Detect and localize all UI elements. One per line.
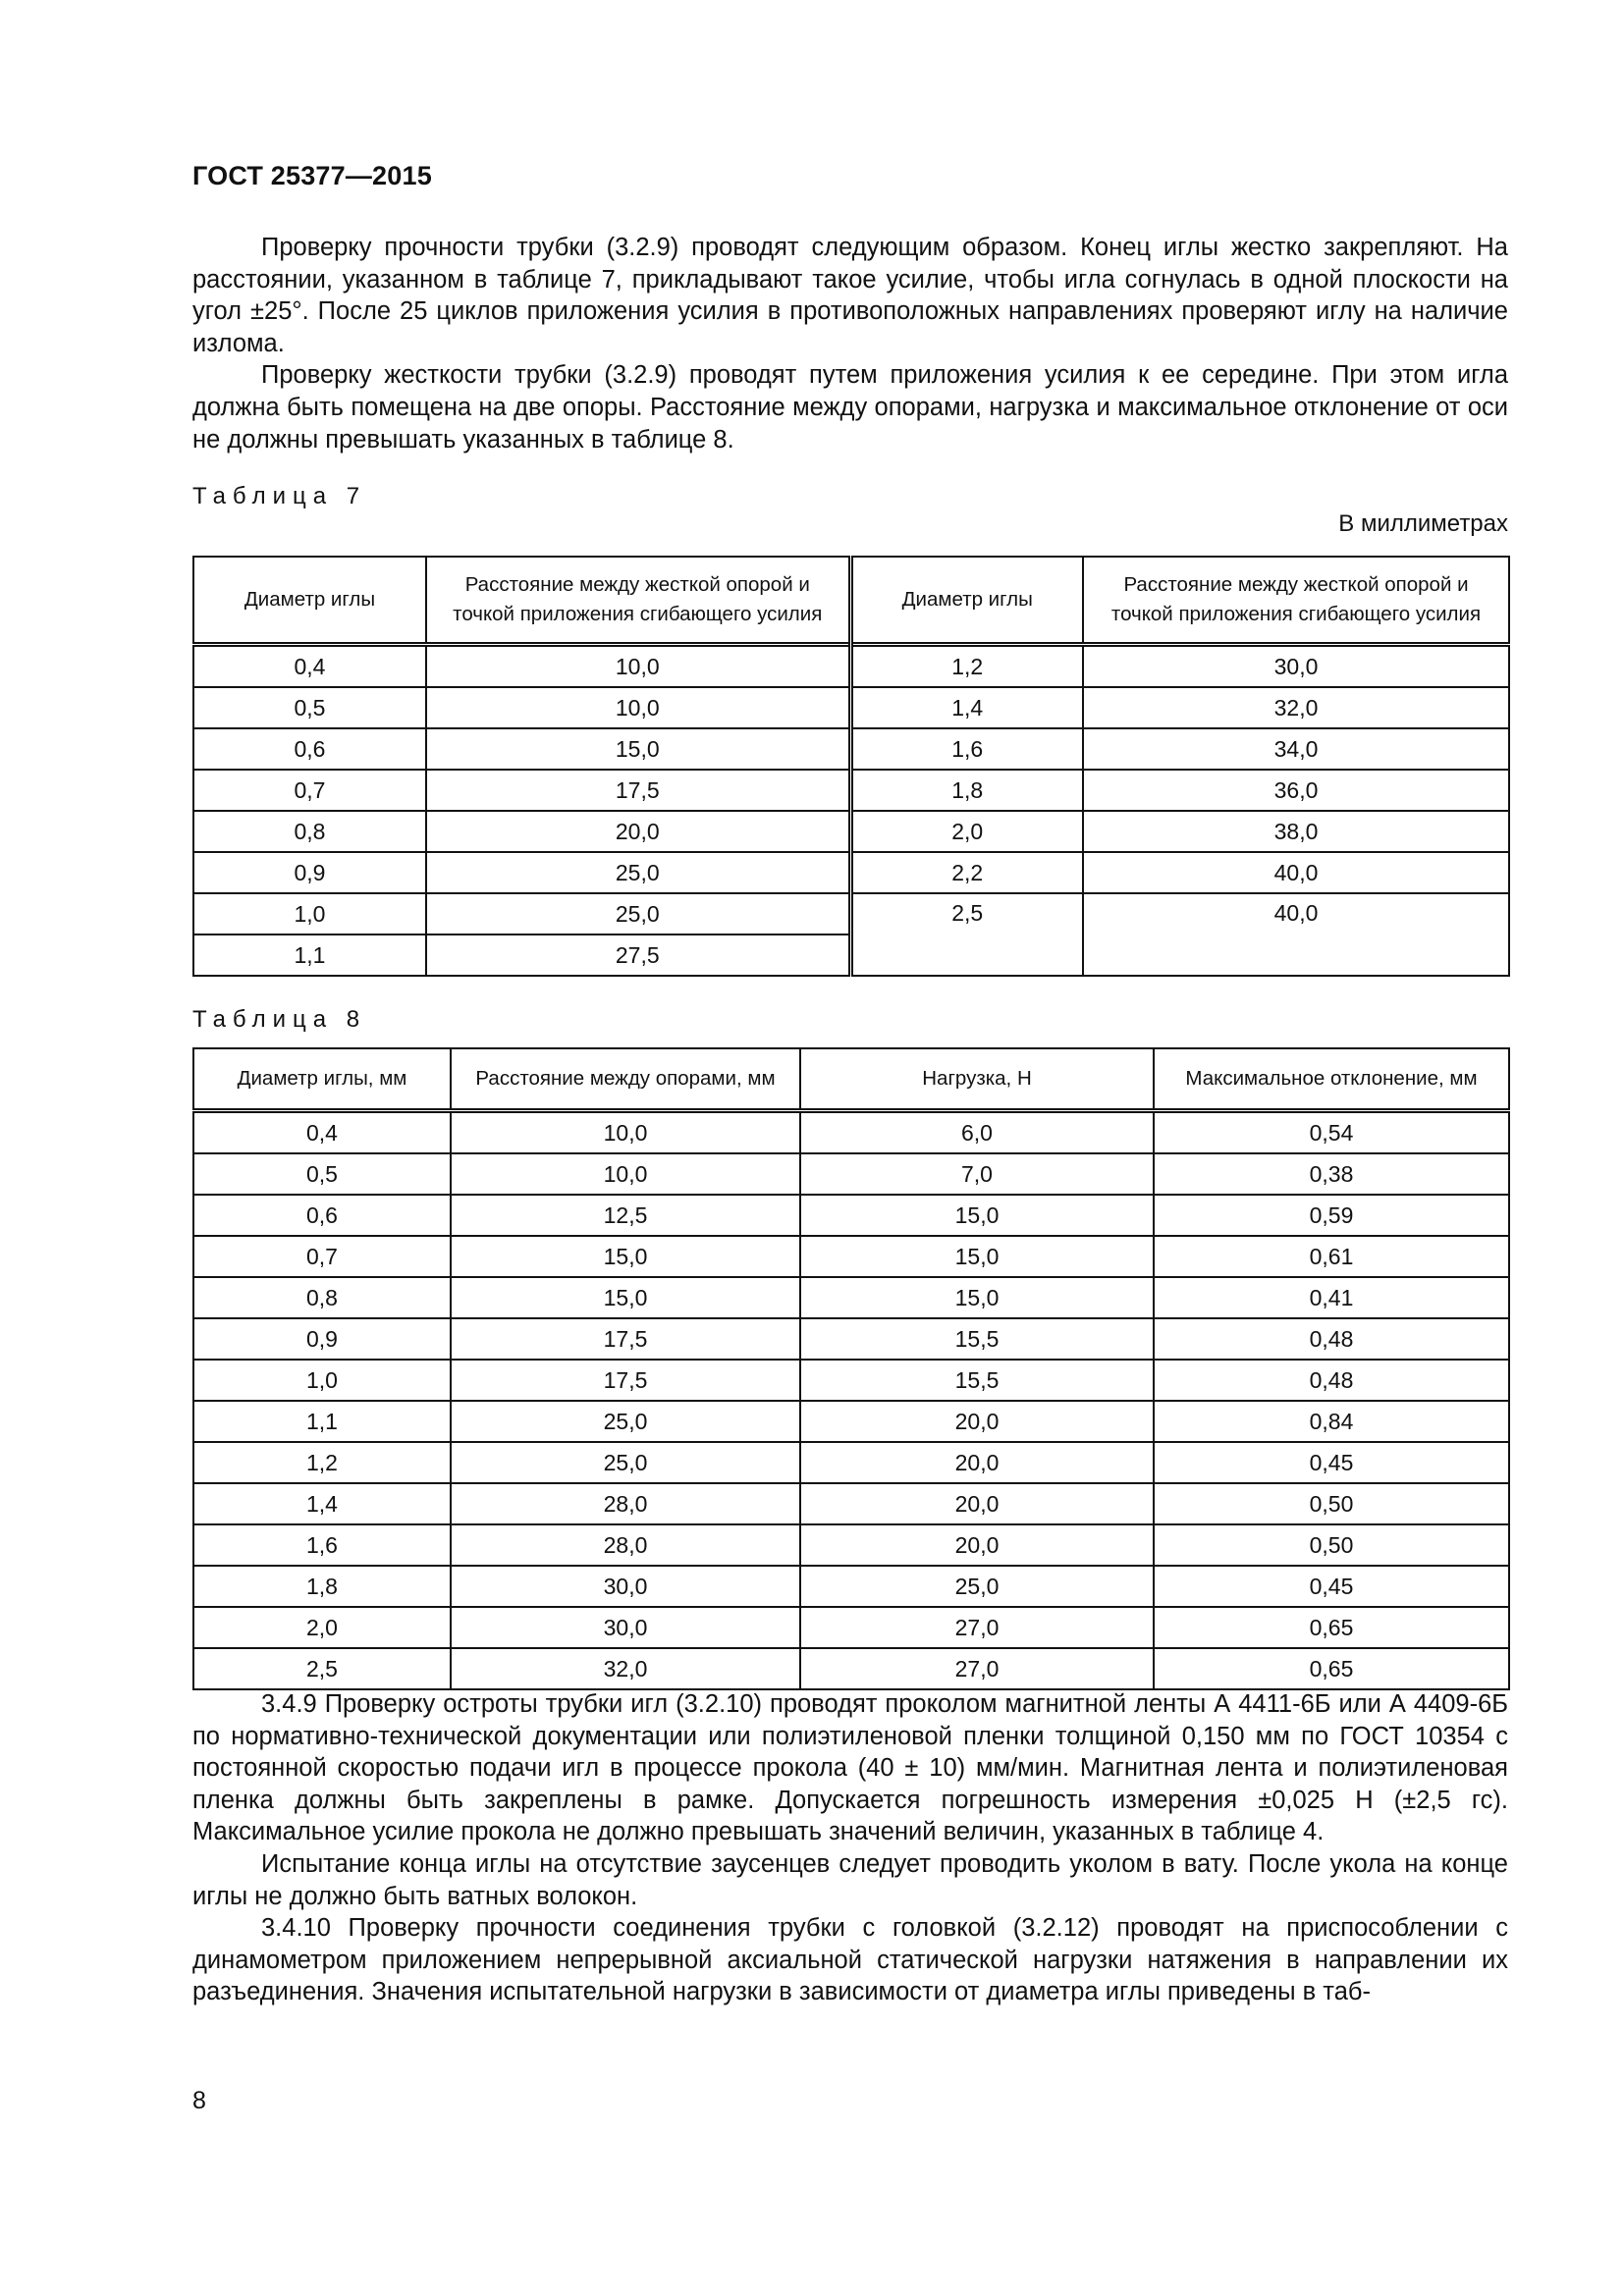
table-row: [193, 1360, 1509, 1401]
table-row: [193, 1318, 1509, 1360]
table-cell: 0,41: [1154, 1277, 1509, 1318]
table-cell: 30,0: [451, 1566, 800, 1607]
table-cell: 15,0: [451, 1236, 800, 1277]
table-cell: 0,65: [1154, 1648, 1509, 1689]
table-row: [193, 893, 1509, 934]
table-cell: 0,4: [193, 645, 426, 688]
table-row: [193, 1483, 1509, 1524]
table-cell: 25,0: [451, 1401, 800, 1442]
table-row: [193, 770, 1509, 811]
table-row: [193, 1236, 1509, 1277]
table-cell: 12,5: [451, 1195, 800, 1236]
table-cell: 1,1: [193, 934, 426, 976]
table-row: [193, 687, 1509, 728]
table-cell: 2,5: [193, 1648, 451, 1689]
table-cell: 1,8: [850, 770, 1083, 811]
table-cell: 1,2: [193, 1442, 451, 1483]
table-row: [193, 1111, 1509, 1154]
table-cell: 15,0: [426, 728, 850, 770]
table-row: [193, 1277, 1509, 1318]
table-cell: 0,38: [1154, 1153, 1509, 1195]
column-header: Диаметр иглы: [850, 557, 1083, 645]
table-cell: 15,5: [800, 1360, 1154, 1401]
table-cell: 1,8: [193, 1566, 451, 1607]
table-row: [193, 1153, 1509, 1195]
table-cell: 0,48: [1154, 1360, 1509, 1401]
table-cell: 2,0: [850, 811, 1083, 852]
table-cell: 2,2: [850, 852, 1083, 893]
table-cell: 20,0: [800, 1483, 1154, 1524]
table-row: [193, 1566, 1509, 1607]
table-cell: 0,8: [193, 811, 426, 852]
table-header-row: [193, 1048, 1509, 1111]
table-cell: 0,6: [193, 728, 426, 770]
table-cell: 0,50: [1154, 1524, 1509, 1566]
table-cell: 40,0: [1083, 852, 1509, 893]
table-cell: 0,5: [193, 1153, 451, 1195]
table8: [192, 1047, 1510, 1690]
table7-units: В миллиметрах: [1338, 510, 1508, 537]
paragraph: Испытание конца иглы на отсутствие заусенцев следует проводить уколом в вату. После укола на конце иглы не должно быть ватных волокон.: [192, 1849, 1508, 1910]
table-cell: 0,7: [193, 1236, 451, 1277]
table-cell: 7,0: [800, 1153, 1154, 1195]
table-cell: 28,0: [451, 1483, 800, 1524]
column-header: Максимальное отклонение, мм: [1154, 1048, 1509, 1111]
table-cell: 1,0: [193, 1360, 451, 1401]
table-cell: 40,0: [1083, 893, 1509, 976]
table-cell: 20,0: [800, 1442, 1154, 1483]
table-cell: 2,5: [850, 893, 1083, 976]
table-cell: 32,0: [1083, 687, 1509, 728]
column-header-text: Расстояние между жесткой опорой и точкой приложения сгибающего усилия: [1110, 573, 1482, 625]
paragraph: 3.4.9 Проверку остроты трубки игл (3.2.10) проводят проколом магнитной ленты А 4411-6Б или А 4409-6Б по нормативно-технической документации или полиэтиленовой пленки толщиной 0,150 мм по ГОСТ 10354 с постоянной скоростью подачи игл в процессе прокола (40 ± 10) мм/мин. Магнитная лента и полиэтиленовая пленка должны быть закреплены в рамке. Допускается погрешность измерения ±0,025 Н (±2,5 гс). Максимальное усилие прокола не должно превышать значений величин, указанных в таблице 4.: [192, 1690, 1508, 1846]
table-cell: 30,0: [451, 1607, 800, 1648]
column-header: Диаметр иглы: [193, 557, 426, 645]
table-cell: 15,0: [800, 1236, 1154, 1277]
table-cell: 0,59: [1154, 1195, 1509, 1236]
table-cell: 17,5: [451, 1318, 800, 1360]
intro-text: [192, 232, 1508, 455]
table-row: [193, 728, 1509, 770]
table-cell: 0,65: [1154, 1607, 1509, 1648]
column-header: Нагрузка, Н: [800, 1048, 1154, 1111]
table-row: [193, 1524, 1509, 1566]
table-cell: 27,5: [426, 934, 850, 976]
table-row: [193, 1442, 1509, 1483]
table-cell: 32,0: [451, 1648, 800, 1689]
paragraph: Проверку жесткости трубки (3.2.9) проводят путем приложения усилия к ее середине. При этом игла должна быть помещена на две опоры. Расстояние между опорами, нагрузка и максимальное отклонение от оси не должны превышать указанных в таблице 8.: [192, 361, 1508, 454]
column-header: [426, 557, 850, 645]
table-cell: 36,0: [1083, 770, 1509, 811]
table-cell: 1,1: [193, 1401, 451, 1442]
table-cell: 10,0: [426, 687, 850, 728]
table-cell: 17,5: [426, 770, 850, 811]
table-cell: 0,61: [1154, 1236, 1509, 1277]
table-row: [193, 811, 1509, 852]
table-cell: 15,0: [451, 1277, 800, 1318]
table-cell: 6,0: [800, 1111, 1154, 1154]
paragraph: 3.4.10 Проверку прочности соединения трубки с головкой (3.2.12) проводят на приспособлении с динамометром приложением непрерывной аксиальной статической нагрузки натяжения в направлении их разъединения. Значения испытательной нагрузки в зависимости от диаметра иглы приведены в таб-: [192, 1914, 1508, 2006]
table-row: [193, 1607, 1509, 1648]
table7-caption: Таблица 7: [192, 483, 367, 509]
table-header-row: [193, 557, 1509, 645]
table-cell: 0,9: [193, 1318, 451, 1360]
table-cell: 30,0: [1083, 645, 1509, 688]
table-cell: 34,0: [1083, 728, 1509, 770]
table-cell: 25,0: [426, 893, 850, 934]
table-cell: 25,0: [426, 852, 850, 893]
table-cell: 27,0: [800, 1607, 1154, 1648]
table-cell: 10,0: [451, 1153, 800, 1195]
table-cell: 1,6: [850, 728, 1083, 770]
table-cell: 20,0: [800, 1524, 1154, 1566]
table-row: [193, 1401, 1509, 1442]
table-cell: 1,4: [850, 687, 1083, 728]
column-header: Расстояние между опорами, мм: [451, 1048, 800, 1111]
table-cell: 1,2: [850, 645, 1083, 688]
table-row: [193, 852, 1509, 893]
table-cell: 25,0: [800, 1566, 1154, 1607]
table-cell: 0,84: [1154, 1401, 1509, 1442]
column-header: Диаметр иглы, мм: [193, 1048, 451, 1111]
table-cell: 0,8: [193, 1277, 451, 1318]
table-cell: 0,45: [1154, 1442, 1509, 1483]
page-number: 8: [192, 2087, 206, 2114]
table-cell: 1,4: [193, 1483, 451, 1524]
table7: [192, 556, 1510, 977]
table-cell: 15,0: [800, 1277, 1154, 1318]
table-cell: 25,0: [451, 1442, 800, 1483]
table-cell: 0,48: [1154, 1318, 1509, 1360]
paragraph: Проверку прочности трубки (3.2.9) проводят следующим образом. Конец иглы жестко закрепляют. На расстоянии, указанном в таблице 7, прикладывают такое усилие, чтобы игла согнулась в одной плоскости на угол ±25°. После 25 циклов приложения усилия в противоположных направлениях проверяют иглу на наличие излома.: [192, 234, 1508, 357]
table-cell: 2,0: [193, 1607, 451, 1648]
column-header-text: Расстояние между жесткой опорой и точкой приложения сгибающего усилия: [453, 573, 823, 625]
outro-text: [192, 1688, 1508, 2008]
table-cell: 0,5: [193, 687, 426, 728]
table-row: [193, 645, 1509, 688]
table-cell: 17,5: [451, 1360, 800, 1401]
column-header: [1083, 557, 1509, 645]
table-cell: 0,54: [1154, 1111, 1509, 1154]
table-cell: 38,0: [1083, 811, 1509, 852]
table-cell: 1,0: [193, 893, 426, 934]
table-cell: 27,0: [800, 1648, 1154, 1689]
table-cell: 0,50: [1154, 1483, 1509, 1524]
table-cell: 20,0: [800, 1401, 1154, 1442]
table-row: [193, 1648, 1509, 1689]
table-cell: 10,0: [451, 1111, 800, 1154]
table-cell: 0,7: [193, 770, 426, 811]
table-cell: 0,9: [193, 852, 426, 893]
table-row: [193, 1195, 1509, 1236]
table-cell: 0,45: [1154, 1566, 1509, 1607]
table-cell: 28,0: [451, 1524, 800, 1566]
table-cell: 20,0: [426, 811, 850, 852]
table-cell: 15,0: [800, 1195, 1154, 1236]
table8-body: [193, 1111, 1509, 1690]
table-cell: 0,6: [193, 1195, 451, 1236]
document-header: ГОСТ 25377—2015: [192, 161, 432, 190]
table-cell: 10,0: [426, 645, 850, 688]
table-cell: 1,6: [193, 1524, 451, 1566]
table-cell: 15,5: [800, 1318, 1154, 1360]
table8-caption: Таблица 8: [192, 1006, 367, 1033]
table-cell: 0,4: [193, 1111, 451, 1154]
